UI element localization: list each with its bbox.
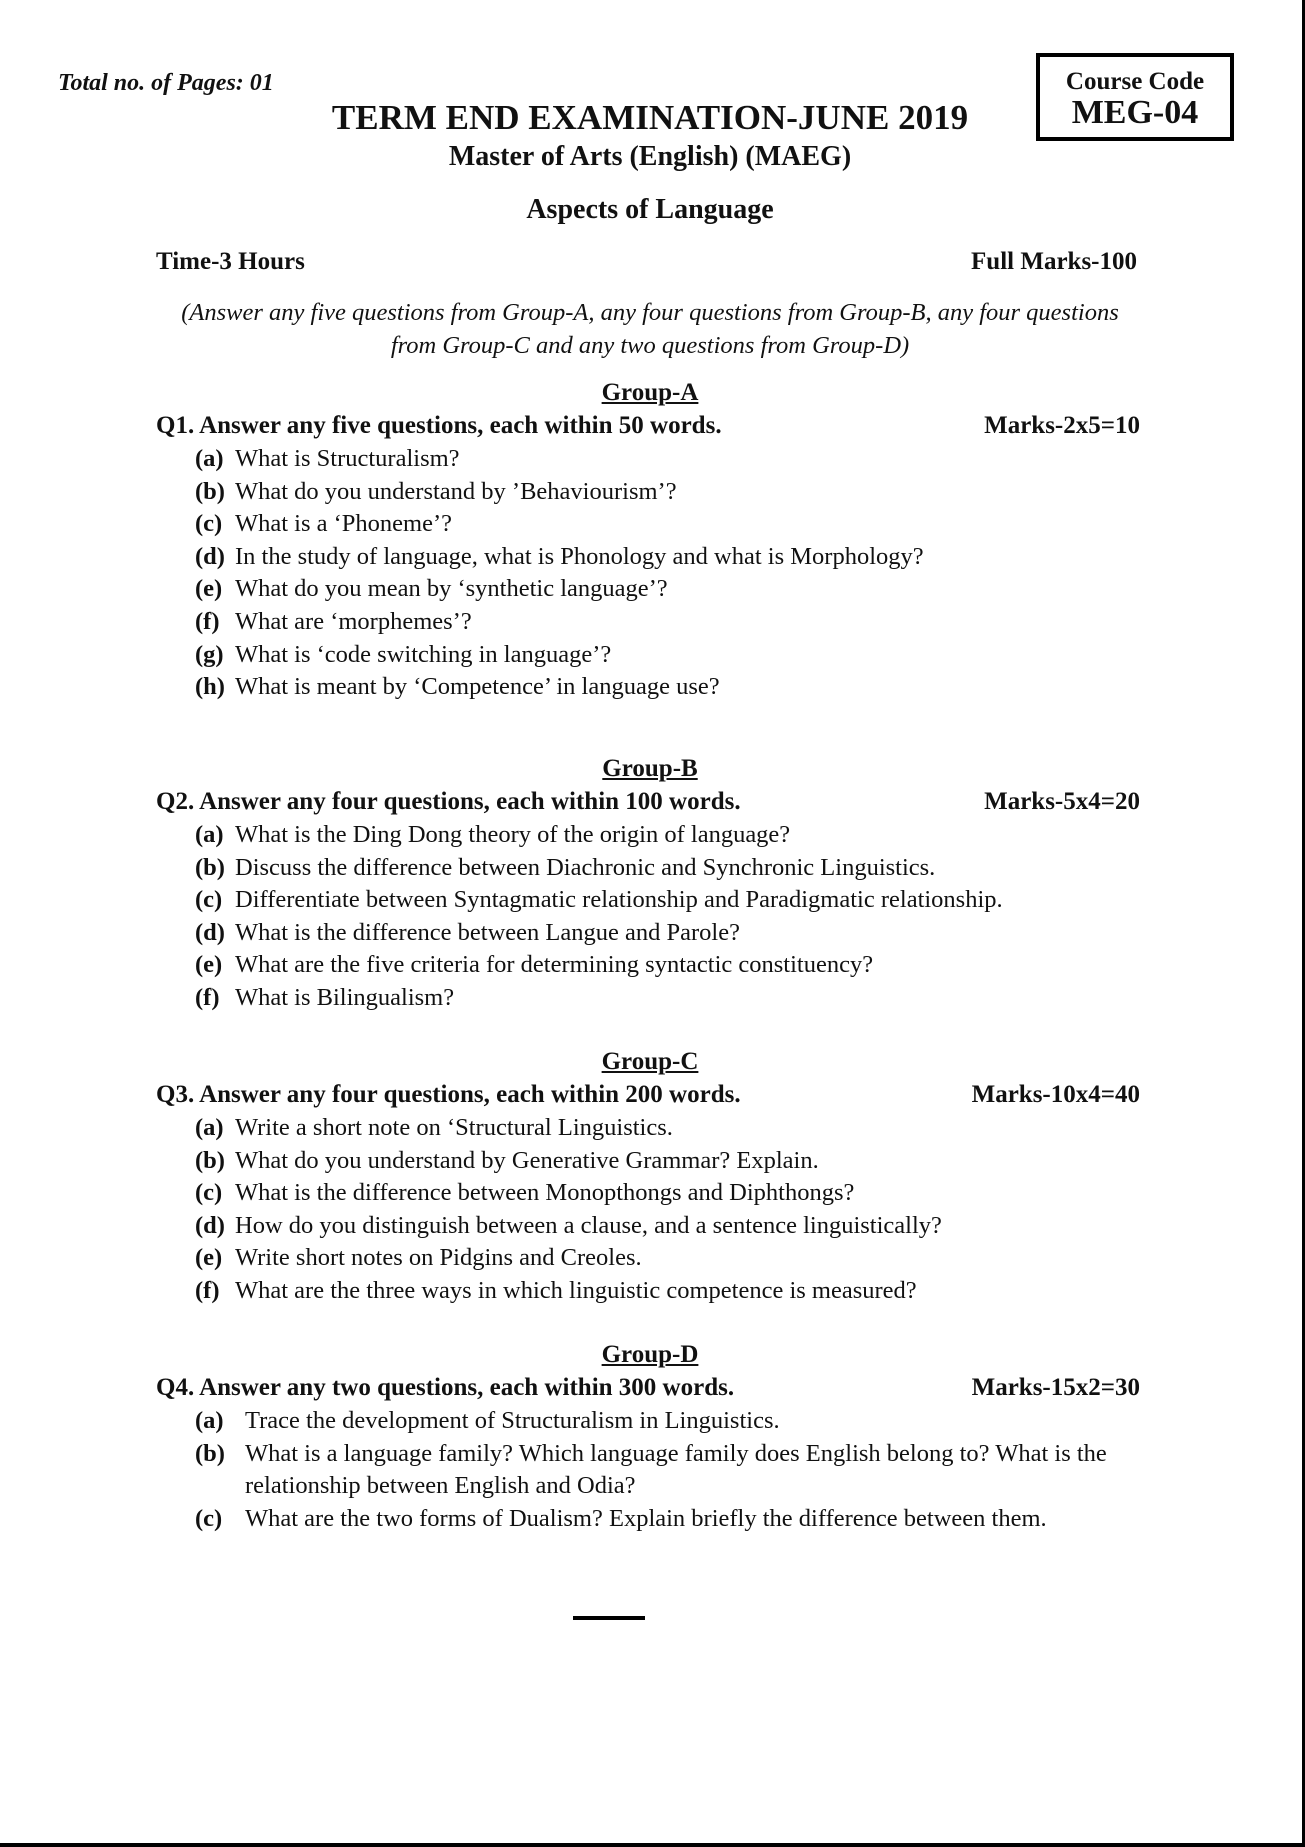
item-text: What is the Ding Dong theory of the origin of language? [235,821,791,848]
list-item [195,606,1155,639]
list-item [195,1145,1155,1178]
group-d-heading: Group-D [601,1341,699,1368]
item-letter: (b) [195,477,225,505]
item-letter: (c) [195,1504,223,1532]
item-letter: (b) [195,853,225,881]
item-letter: (d) [195,542,225,570]
list-item [195,884,1155,917]
item-letter: (h) [195,673,225,701]
list-item [195,639,1155,672]
list-item [195,1405,1140,1438]
item-letter: (e) [195,575,223,603]
item-text: Write a short note on ‘Structural Linguistics. [235,1114,673,1141]
page-border-bottom [0,1843,1305,1847]
item-text: Write short notes on Pidgins and Creoles. [235,1244,642,1272]
list-item [195,917,1155,950]
group-a-items [195,443,1155,704]
item-letter: (e) [195,1244,223,1272]
item-text: What is the difference between Langue and Parole? [235,918,740,946]
item-letter: (a) [195,1114,224,1141]
item-letter: (a) [195,1407,224,1434]
question-marks: Marks-2x5=10 [984,412,1140,439]
list-item [195,1503,1140,1536]
item-letter: (c) [195,886,223,914]
list-item [195,982,1155,1015]
item-text: What are the two forms of Dualism? Explain briefly the difference between them. [245,1504,1047,1532]
item-text: What do you understand by ’Behaviourism’? [235,477,677,505]
total-pages: Total no. of Pages: 01 [58,70,274,96]
item-letter: (d) [195,918,225,946]
item-letter: (c) [195,510,223,538]
group-a-heading: Group-A [601,379,699,406]
item-letter: (a) [195,821,224,848]
question-marks: Marks-10x4=40 [971,1081,1140,1108]
item-letter: (f) [195,607,220,635]
list-item [195,1210,1155,1243]
list-item [195,541,1155,574]
list-item [195,852,1155,885]
item-text: What is ‘code switching in language’? [235,640,612,668]
question-3 [156,1081,1140,1109]
item-letter: (f) [195,983,220,1011]
item-text: What are ‘morphemes’? [235,607,472,635]
item-text: Discuss the difference between Diachronic and Synchronic Linguistics. [235,853,936,881]
item-letter: (b) [195,1439,225,1467]
item-text: What is the difference between Monopthongs and Diphthongs? [235,1179,855,1207]
item-letter: (c) [195,1179,223,1207]
item-text: What is a language family? Which language family does English belong to? What is the relationship between English and Odia? [245,1439,1107,1500]
list-item [195,443,1155,476]
question-1 [156,412,1140,440]
group-b-items [195,819,1155,1015]
item-text: Trace the development of Structuralism in Linguistics. [245,1407,780,1434]
question-text: Q2. Answer any four questions, each within 100 words. [156,788,741,815]
item-text: Differentiate between Syntagmatic relationship and Paradigmatic relationship. [235,886,1003,914]
group-c-heading: Group-C [601,1048,699,1075]
item-letter: (f) [195,1276,220,1304]
program-title: Master of Arts (English) (MAEG) [448,141,852,172]
item-text: What is meant by ‘Competence’ in language use? [235,673,720,701]
item-text: What do you mean by ‘synthetic language’? [235,575,668,603]
time-allowed: Time-3 Hours [156,248,305,275]
group-b-heading: Group-B [602,755,698,782]
item-text: What do you understand by Generative Grammar? Explain. [235,1146,819,1174]
list-item [195,949,1155,982]
question-text: Q4. Answer any two questions, each within 300 words. [156,1374,735,1401]
item-text: What are the five criteria for determining syntactic constituency? [235,951,874,979]
group-d-items [195,1405,1140,1535]
question-marks: Marks-5x4=20 [984,788,1140,815]
item-text: What is a ‘Phoneme’? [235,510,453,538]
full-marks: Full Marks-100 [971,248,1137,275]
item-text: In the study of language, what is Phonology and what is Morphology? [235,542,924,570]
question-text: Q1. Answer any five questions, each within 50 words. [156,412,722,439]
list-item [195,1177,1155,1210]
list-item [195,671,1155,704]
item-letter: (e) [195,951,223,979]
list-item [195,1275,1155,1308]
instructions: (Answer any five questions from Group-A, any four questions from Group-B, any four questions from Group-C and any two questions from Group-D) [181,299,1119,359]
item-text: What is Bilingualism? [235,983,455,1011]
end-rule [573,1616,645,1620]
list-item [195,1242,1155,1275]
item-letter: (g) [195,640,224,668]
list-item [195,1112,1155,1145]
item-text: What is Structuralism? [235,445,460,472]
list-item [195,476,1155,509]
question-marks: Marks-15x2=30 [971,1374,1140,1401]
course-code: MEG-04 [1071,94,1199,131]
exam-title: TERM END EXAMINATION-JUNE 2019 [331,98,969,137]
item-letter: (d) [195,1211,225,1239]
question-2 [156,788,1140,816]
list-item [195,819,1155,852]
item-letter: (b) [195,1146,225,1174]
item-text: What are the three ways in which linguistic competence is measured? [235,1276,917,1304]
list-item [195,1438,1140,1503]
question-4 [156,1374,1140,1402]
item-text: How do you distinguish between a clause, and a sentence linguistically? [235,1211,942,1239]
course-code-label: Course Code [1065,68,1205,95]
list-item [195,508,1155,541]
paper-title: Aspects of Language [526,194,774,225]
item-letter: (a) [195,445,224,472]
question-text: Q3. Answer any four questions, each within 200 words. [156,1081,741,1108]
group-c-items [195,1112,1155,1308]
list-item [195,573,1155,606]
